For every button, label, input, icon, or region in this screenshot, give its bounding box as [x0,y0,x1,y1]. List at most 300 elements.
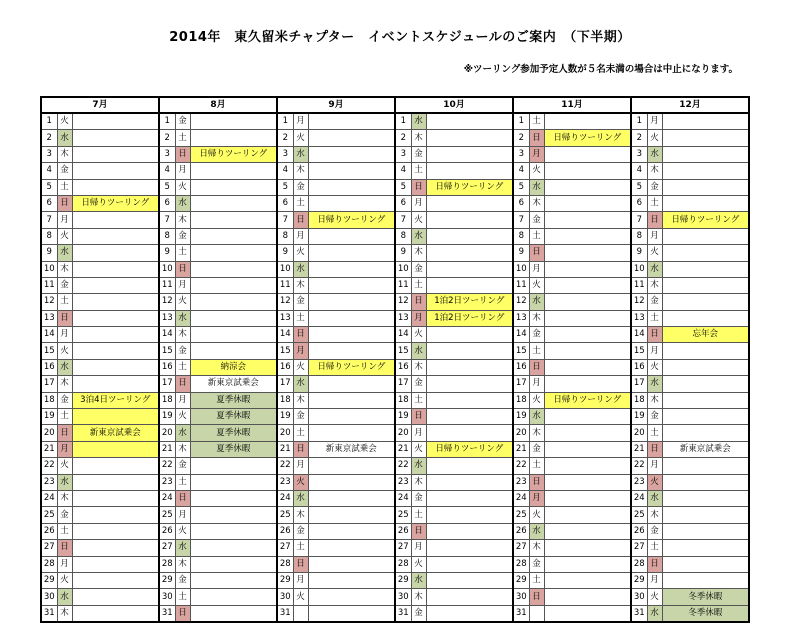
event-cell [662,409,749,425]
weekday: 木 [57,490,72,506]
event-cell: 日帰りツーリング [190,146,277,162]
event-cell [662,425,749,441]
event-cell [308,376,395,392]
event-cell [662,523,749,539]
weekday: 日 [411,179,426,195]
event-cell: 1泊2日ツーリング [426,294,513,310]
day-number: 6 [277,195,293,211]
event-cell [544,212,631,228]
day-number: 22 [631,458,647,474]
day-number: 13 [159,310,175,326]
page-title: 2014年 東久留米チャプター イベントスケジュールのご案内 （下半期） [169,30,631,45]
day-row [41,523,749,539]
weekday: 水 [293,490,308,506]
event-cell [544,490,631,506]
event-cell [662,113,749,130]
weekday: 木 [175,441,190,457]
event-cell [190,261,277,277]
day-row [41,195,749,211]
weekday: 月 [57,556,72,572]
day-number: 5 [631,179,647,195]
weekday: 日 [411,294,426,310]
weekday: 水 [529,523,544,539]
event-cell [190,195,277,211]
weekday: 木 [293,392,308,408]
weekday: 月 [529,146,544,162]
event-cell [426,458,513,474]
day-number: 9 [631,245,647,261]
weekday: 金 [57,277,72,293]
weekday: 木 [647,392,662,408]
event-cell: 日帰りツーリング [544,392,631,408]
day-row [41,490,749,506]
event-cell [308,113,395,130]
weekday: 土 [411,163,426,179]
event-cell [190,540,277,556]
weekday: 日 [175,376,190,392]
day-number: 24 [513,490,529,506]
event-cell [308,540,395,556]
weekday: 木 [529,310,544,326]
day-number: 14 [631,327,647,343]
weekday [529,605,544,622]
day-number: 29 [395,572,411,588]
weekday: 金 [411,605,426,622]
day-number: 2 [513,130,529,146]
weekday: 土 [293,425,308,441]
weekday: 水 [57,245,72,261]
day-number: 26 [41,523,57,539]
event-cell [662,163,749,179]
day-row [41,163,749,179]
weekday: 日 [175,490,190,506]
weekday: 金 [175,113,190,130]
day-number: 16 [513,359,529,375]
weekday: 金 [647,409,662,425]
weekday: 木 [529,540,544,556]
day-number: 20 [631,425,647,441]
event-cell [544,310,631,326]
event-cell [426,540,513,556]
event-cell [308,490,395,506]
weekday: 火 [529,507,544,523]
day-row [41,605,749,622]
day-number: 14 [513,327,529,343]
day-number: 10 [395,261,411,277]
weekday: 月 [647,458,662,474]
day-number: 27 [41,540,57,556]
event-cell [190,212,277,228]
weekday: 月 [529,490,544,506]
day-number: 4 [631,163,647,179]
day-row [41,556,749,572]
day-number: 29 [41,572,57,588]
weekday: 金 [411,146,426,162]
event-cell [308,277,395,293]
event-cell [544,425,631,441]
day-number: 19 [159,409,175,425]
day-row [41,294,749,310]
weekday: 土 [529,113,544,130]
event-cell: 夏季休暇 [190,425,277,441]
day-number: 21 [395,441,411,457]
weekday: 土 [175,245,190,261]
weekday: 木 [647,163,662,179]
weekday: 火 [411,327,426,343]
weekday: 火 [647,474,662,490]
weekday: 金 [647,294,662,310]
day-number: 23 [277,474,293,490]
weekday: 日 [57,540,72,556]
day-number: 18 [41,392,57,408]
event-cell: 新東京試乗会 [308,441,395,457]
event-cell [662,146,749,162]
event-cell [190,343,277,359]
day-number: 16 [41,359,57,375]
event-cell [72,228,159,244]
day-number: 8 [41,228,57,244]
weekday: 火 [57,228,72,244]
event-cell [544,376,631,392]
event-cell [426,113,513,130]
event-cell [72,605,159,622]
event-cell [426,376,513,392]
weekday: 水 [293,261,308,277]
day-number: 30 [395,589,411,605]
day-number: 3 [41,146,57,162]
weekday: 月 [175,277,190,293]
event-cell [190,179,277,195]
day-number: 13 [513,310,529,326]
day-number: 10 [631,261,647,277]
day-row [41,441,749,457]
day-number: 5 [41,179,57,195]
weekday: 木 [411,245,426,261]
event-cell [544,441,631,457]
weekday: 月 [411,195,426,211]
day-number: 18 [159,392,175,408]
weekday: 日 [293,556,308,572]
event-cell [544,474,631,490]
event-cell [662,310,749,326]
weekday: 木 [647,507,662,523]
event-cell [72,245,159,261]
weekday: 日 [647,327,662,343]
day-number: 26 [277,523,293,539]
day-number: 22 [277,458,293,474]
day-number: 18 [631,392,647,408]
day-number: 6 [41,195,57,211]
weekday: 水 [411,228,426,244]
event-cell: 冬季休暇 [662,589,749,605]
event-cell: 新東京試乗会 [662,441,749,457]
day-number: 19 [631,409,647,425]
weekday: 金 [293,523,308,539]
event-cell [308,294,395,310]
day-number: 17 [631,376,647,392]
weekday: 月 [647,228,662,244]
event-cell: 日帰りツーリング [72,195,159,211]
weekday: 土 [529,343,544,359]
event-cell [662,376,749,392]
day-number: 2 [277,130,293,146]
event-cell [308,343,395,359]
weekday: 水 [57,589,72,605]
weekday: 水 [647,490,662,506]
event-cell [190,605,277,622]
day-number: 24 [277,490,293,506]
weekday: 日 [529,589,544,605]
weekday: 金 [529,556,544,572]
day-number: 15 [159,343,175,359]
weekday: 日 [529,245,544,261]
event-cell [190,245,277,261]
event-cell [308,163,395,179]
day-number: 22 [513,458,529,474]
event-cell [72,540,159,556]
day-number: 8 [513,228,529,244]
day-row [41,228,749,244]
weekday: 月 [647,572,662,588]
day-number: 24 [395,490,411,506]
weekday: 金 [293,409,308,425]
event-cell [72,490,159,506]
event-cell: 日帰りツーリング [544,130,631,146]
day-number: 1 [277,113,293,130]
event-cell [544,327,631,343]
day-number: 17 [277,376,293,392]
weekday: 金 [293,179,308,195]
weekday: 水 [57,130,72,146]
day-number: 1 [513,113,529,130]
weekday: 木 [647,277,662,293]
event-cell [662,474,749,490]
day-row [41,327,749,343]
day-number: 17 [159,376,175,392]
weekday: 日 [293,212,308,228]
weekday: 木 [293,277,308,293]
day-number: 4 [277,163,293,179]
weekday: 金 [57,392,72,408]
event-cell [308,605,395,622]
weekday: 火 [175,179,190,195]
event-cell [544,163,631,179]
event-cell: 夏季休暇 [190,409,277,425]
event-cell [72,212,159,228]
event-cell [426,523,513,539]
day-number: 31 [631,605,647,622]
weekday: 月 [57,327,72,343]
weekday: 火 [57,343,72,359]
event-cell: 日帰りツーリング [426,441,513,457]
weekday: 月 [647,113,662,130]
event-cell: 新東京試乗会 [72,425,159,441]
month-header: 11月 [513,97,631,113]
month-header: 12月 [631,97,749,113]
day-number: 9 [277,245,293,261]
day-number: 12 [631,294,647,310]
weekday: 土 [57,523,72,539]
weekday: 土 [175,130,190,146]
day-number: 26 [159,523,175,539]
day-number: 13 [631,310,647,326]
weekday: 火 [175,294,190,310]
weekday: 金 [529,212,544,228]
day-number: 18 [395,392,411,408]
event-cell [544,228,631,244]
day-number: 16 [395,359,411,375]
event-cell [72,409,159,425]
event-cell [308,310,395,326]
day-number: 6 [631,195,647,211]
day-number: 4 [395,163,411,179]
day-number: 17 [513,376,529,392]
weekday: 金 [411,376,426,392]
event-cell [544,540,631,556]
month-header: 8月 [159,97,277,113]
weekday: 土 [529,458,544,474]
day-number: 17 [41,376,57,392]
event-cell [662,507,749,523]
weekday: 日 [411,409,426,425]
event-cell [308,327,395,343]
day-number: 16 [277,359,293,375]
weekday: 土 [647,310,662,326]
event-cell [72,163,159,179]
day-number: 27 [277,540,293,556]
weekday: 月 [411,425,426,441]
event-cell [426,261,513,277]
day-number: 19 [513,409,529,425]
day-number: 1 [631,113,647,130]
day-number: 26 [513,523,529,539]
weekday: 金 [293,294,308,310]
event-cell [426,228,513,244]
day-number: 11 [395,277,411,293]
event-cell [190,228,277,244]
event-cell [72,146,159,162]
weekday: 土 [647,425,662,441]
weekday: 水 [647,261,662,277]
event-cell [72,458,159,474]
weekday: 月 [293,572,308,588]
event-cell [72,261,159,277]
event-cell [190,294,277,310]
day-number: 21 [631,441,647,457]
day-number: 28 [277,556,293,572]
day-number: 3 [631,146,647,162]
weekday: 木 [529,195,544,211]
day-number: 13 [41,310,57,326]
day-number: 21 [41,441,57,457]
weekday: 水 [175,195,190,211]
event-cell [662,195,749,211]
weekday: 火 [529,392,544,408]
weekday: 日 [175,605,190,622]
event-cell [190,474,277,490]
weekday: 水 [293,376,308,392]
weekday: 月 [529,261,544,277]
day-number: 11 [41,277,57,293]
day-number: 27 [513,540,529,556]
day-number: 7 [631,212,647,228]
day-row [41,540,749,556]
day-number: 31 [513,605,529,622]
day-number: 2 [395,130,411,146]
day-number: 4 [513,163,529,179]
event-cell [662,130,749,146]
day-number: 16 [159,359,175,375]
day-number: 19 [395,409,411,425]
day-number: 1 [41,113,57,130]
event-cell [426,163,513,179]
day-number: 11 [513,277,529,293]
event-cell [544,245,631,261]
event-cell [662,294,749,310]
weekday: 木 [293,507,308,523]
day-number: 9 [159,245,175,261]
weekday: 日 [293,441,308,457]
event-cell [544,343,631,359]
day-number: 15 [513,343,529,359]
event-cell: 3泊4日ツーリング [72,392,159,408]
weekday: 火 [411,212,426,228]
weekday: 日 [529,359,544,375]
event-cell [426,195,513,211]
day-number: 24 [41,490,57,506]
weekday: 日 [529,130,544,146]
weekday: 木 [529,425,544,441]
day-number: 12 [41,294,57,310]
weekday: 金 [411,261,426,277]
weekday: 木 [57,261,72,277]
weekday: 月 [175,163,190,179]
weekday: 金 [529,441,544,457]
event-cell [426,146,513,162]
day-number: 27 [631,540,647,556]
event-cell [72,130,159,146]
day-number: 3 [395,146,411,162]
day-number: 22 [41,458,57,474]
event-cell [190,310,277,326]
event-cell [308,507,395,523]
day-number: 10 [513,261,529,277]
event-cell [190,523,277,539]
event-cell [72,179,159,195]
event-cell [190,113,277,130]
day-number: 23 [631,474,647,490]
weekday: 月 [175,392,190,408]
weekday: 水 [57,474,72,490]
weekday: 月 [529,376,544,392]
event-cell [544,113,631,130]
weekday: 月 [293,458,308,474]
event-cell [308,130,395,146]
event-cell [72,523,159,539]
weekday: 木 [57,605,72,622]
day-number: 14 [159,327,175,343]
weekday: 木 [57,376,72,392]
day-number: 11 [277,277,293,293]
event-cell [426,474,513,490]
weekday: 土 [293,540,308,556]
day-number: 7 [277,212,293,228]
day-number: 22 [395,458,411,474]
event-cell [190,458,277,474]
event-cell [662,343,749,359]
event-cell [544,458,631,474]
day-number: 13 [395,310,411,326]
